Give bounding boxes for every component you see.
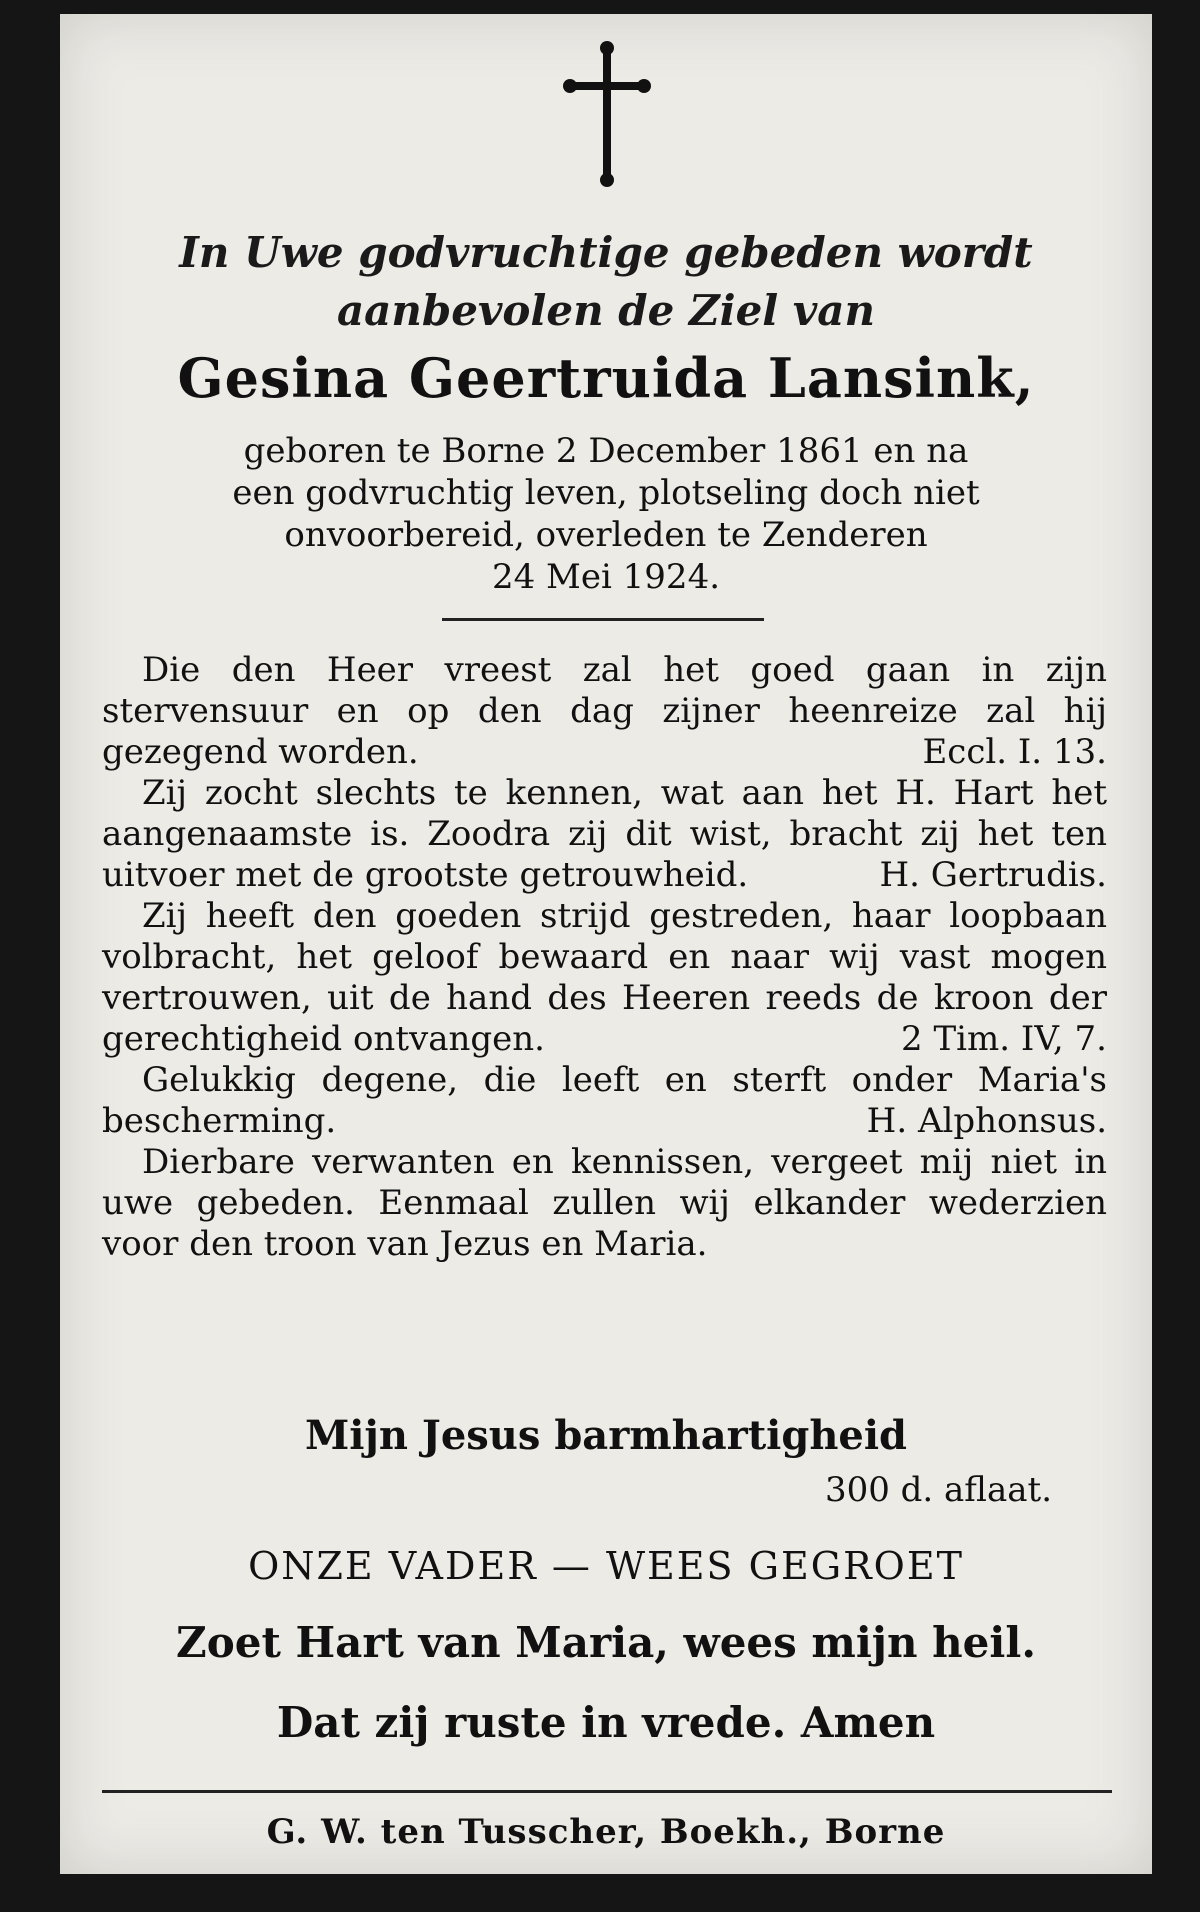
divider (442, 618, 764, 621)
verse-source: Eccl. I. 13. (922, 732, 1107, 772)
verse-source: 2 Tim. IV, 7. (901, 1019, 1107, 1059)
bio-line: onvoorbereid, overleden te Zenderen (284, 515, 928, 555)
verse (102, 896, 1107, 1060)
verse-text: Die den Heer vreest zal het goed gaan in zijn stervensuur en op den dag zijner heenreize zal hij gezegend worden. (102, 650, 1107, 772)
biography (120, 430, 1092, 598)
closing-line: Dat zij ruste in vrede. Amen (276, 1698, 936, 1747)
verse-text: Gelukkig degene, die leeft en sterft onder Maria's bescherming. (102, 1060, 1107, 1141)
verse (102, 773, 1107, 896)
footer-divider (102, 1790, 1112, 1793)
prayer-titles: ONZE VADER — WEES GEGROET (248, 1544, 964, 1588)
verse-text: Zij heeft den goeden strijd gestreden, haar loopbaan volbracht, het geloof bewaard en naar wij vast mogen vertrouwen, uit de hand des Heeren reeds de kroon der gerechtigheid ontvangen. (102, 896, 1107, 1059)
intro-line-2: aanbevolen de Ziel van (336, 286, 876, 335)
printer-credit: G. W. ten Tusscher, Boekh., Borne (266, 1812, 946, 1852)
cross-icon (562, 40, 652, 190)
deceased-name: Gesina Geertruida Lansink, (177, 346, 1035, 410)
intro-text (100, 224, 1112, 340)
bio-line: een godvruchtig leven, plotseling doch niet (232, 473, 980, 513)
verse (102, 1060, 1107, 1142)
verse-source: H. Alphonsus. (866, 1101, 1107, 1141)
verse (102, 650, 1107, 773)
intro-line-1: In Uwe godvruchtige gebeden wordt (179, 228, 1033, 277)
verse (102, 1142, 1107, 1265)
prayer-heart: Zoet Hart van Maria, wees mijn heil. (176, 1618, 1036, 1667)
memorial-card (60, 14, 1152, 1874)
bio-line: geboren te Borne 2 December 1861 en na (243, 431, 969, 471)
verse-text: Dierbare verwanten en kennissen, vergeet mij niet in uwe gebeden. Eenmaal zullen wij elkander wederzien voor den troon van Jezus en Maria. (102, 1142, 1107, 1264)
verse-source: H. Gertrudis. (879, 855, 1107, 895)
prayer-jesus: Mijn Jesus barmhartigheid (304, 1412, 908, 1459)
indulgence-note: 300 d. aflaat. (824, 1470, 1052, 1510)
verses (102, 650, 1107, 1265)
bio-line: 24 Mei 1924. (491, 557, 721, 597)
verse-text: Zij zocht slechts te kennen, wat aan het H. Hart het aangenaamste is. Zoodra zij dit wist, bracht zij het ten uitvoer met de grootste getrouwheid. (102, 773, 1107, 895)
